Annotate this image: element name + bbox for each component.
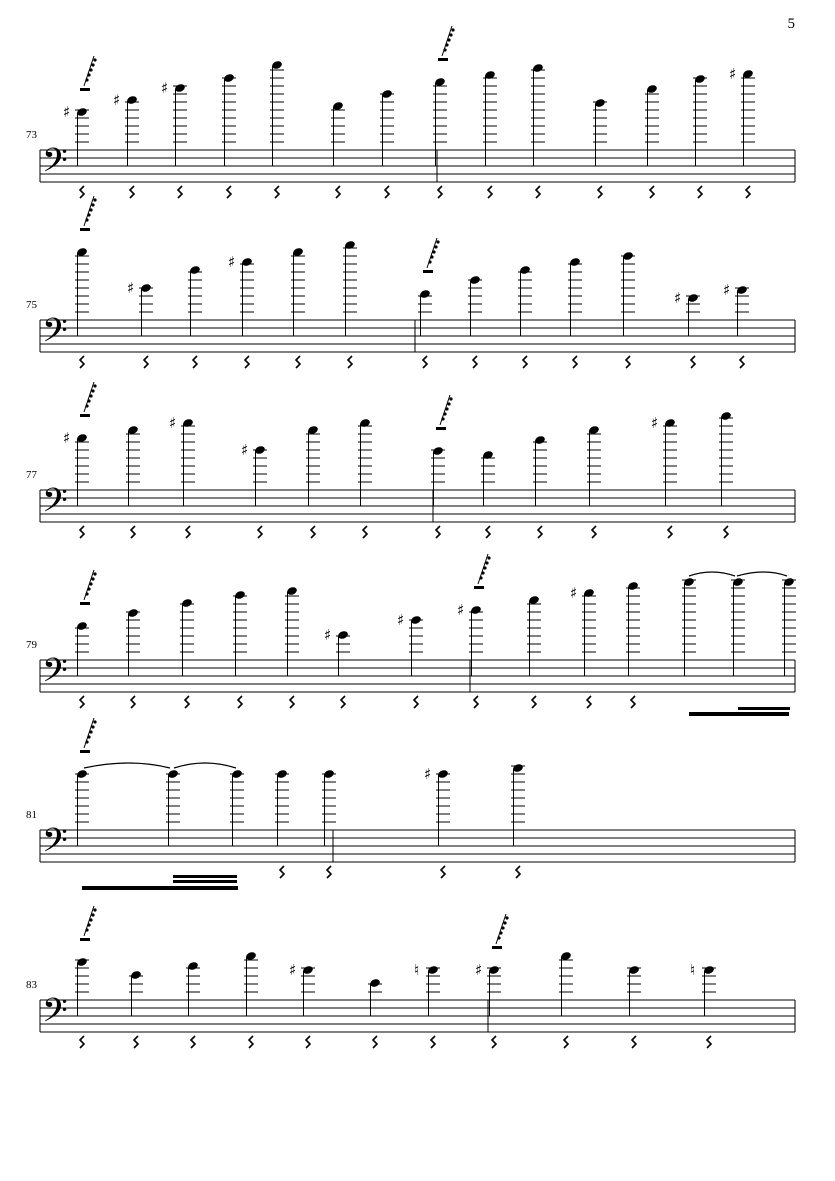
beam	[173, 880, 237, 883]
grace-dot	[89, 394, 92, 397]
bass-clef: 𝄢	[42, 142, 68, 188]
grace-dot	[93, 572, 96, 575]
grace-dot	[91, 913, 94, 916]
grace-beam	[80, 88, 90, 91]
grace-beam	[436, 427, 446, 430]
measure-number: 81	[26, 809, 37, 821]
grace-dot	[87, 73, 90, 76]
quarter-rest	[131, 696, 135, 708]
grace-dot	[85, 218, 88, 221]
quarter-rest	[532, 696, 536, 708]
grace-dot	[89, 582, 92, 585]
grace-slash	[496, 914, 506, 944]
quarter-rest	[385, 186, 389, 198]
sharp-sign: ♯	[324, 626, 332, 644]
grace-dot	[479, 576, 482, 579]
quarter-rest	[258, 526, 262, 538]
grace-beam	[80, 938, 90, 941]
grace-dot	[85, 592, 88, 595]
sharp-sign: ♯	[475, 961, 483, 979]
quarter-rest	[564, 1036, 568, 1048]
grace-dot	[428, 260, 431, 263]
grace-beam	[474, 586, 484, 589]
grace-dot	[499, 931, 502, 934]
tie	[174, 763, 236, 768]
quarter-rest	[249, 1036, 253, 1048]
sharp-sign: ♯	[424, 765, 432, 783]
bass-clef: 𝄢	[42, 652, 68, 698]
quarter-rest	[707, 1036, 711, 1048]
grace-beam	[80, 228, 90, 231]
grace-dot	[443, 48, 446, 51]
grace-slash	[84, 56, 94, 86]
quarter-rest	[363, 526, 367, 538]
grace-dot	[430, 255, 433, 258]
sharp-sign: ♯	[674, 289, 682, 307]
quarter-rest	[134, 1036, 138, 1048]
grace-dot	[505, 916, 508, 919]
grace-dot	[497, 936, 500, 939]
quarter-rest	[626, 356, 630, 368]
grace-slash	[84, 570, 94, 600]
quarter-rest	[80, 186, 84, 198]
grace-dot	[93, 198, 96, 201]
grace-dot	[449, 33, 452, 36]
grace-beam	[80, 750, 90, 753]
grace-dot	[93, 58, 96, 61]
sharp-sign: ♯	[457, 601, 465, 619]
quarter-rest	[523, 356, 527, 368]
grace-slash	[84, 382, 94, 412]
grace-dot	[93, 720, 96, 723]
grace-slash	[478, 554, 488, 584]
grace-beam	[423, 270, 433, 273]
quarter-rest	[185, 696, 189, 708]
bass-clef: 𝄢	[42, 482, 68, 528]
measure-number: 75	[26, 299, 37, 311]
grace-dot	[434, 245, 437, 248]
grace-dot	[87, 587, 90, 590]
quarter-rest	[341, 696, 345, 708]
beam	[82, 886, 238, 890]
measure-number: 77	[26, 469, 37, 481]
quarter-rest	[740, 356, 744, 368]
quarter-rest	[438, 186, 442, 198]
quarter-rest	[473, 356, 477, 368]
quarter-rest	[632, 1036, 636, 1048]
tie	[84, 763, 170, 768]
quarter-rest	[327, 866, 331, 878]
quarter-rest	[592, 526, 596, 538]
quarter-rest	[80, 356, 84, 368]
quarter-rest	[238, 696, 242, 708]
quarter-rest	[178, 186, 182, 198]
quarter-rest	[441, 866, 445, 878]
grace-dot	[481, 571, 484, 574]
quarter-rest	[290, 696, 294, 708]
sharp-sign: ♯	[729, 65, 737, 83]
grace-dot	[85, 78, 88, 81]
grace-dot	[443, 412, 446, 415]
grace-slash	[84, 906, 94, 936]
bass-clef: 𝄢	[42, 312, 68, 358]
quarter-rest	[486, 526, 490, 538]
quarter-rest	[80, 526, 84, 538]
quarter-rest	[80, 1036, 84, 1048]
grace-dot	[503, 921, 506, 924]
bass-clef: 𝄢	[42, 822, 68, 868]
measure-number: 79	[26, 639, 37, 651]
grace-dot	[449, 397, 452, 400]
grace-dot	[87, 735, 90, 738]
grace-dot	[91, 577, 94, 580]
grace-dot	[85, 928, 88, 931]
quarter-rest	[431, 1036, 435, 1048]
beam	[689, 712, 789, 716]
quarter-rest	[698, 186, 702, 198]
grace-slash	[442, 26, 452, 56]
natural-sign: ♮	[414, 961, 420, 979]
quarter-rest	[516, 866, 520, 878]
grace-dot	[483, 566, 486, 569]
quarter-rest	[275, 186, 279, 198]
sharp-sign: ♯	[63, 103, 71, 121]
sharp-sign: ♯	[397, 611, 405, 629]
quarter-rest	[631, 696, 635, 708]
grace-beam	[438, 58, 448, 61]
grace-beam	[80, 602, 90, 605]
quarter-rest	[191, 1036, 195, 1048]
quarter-rest	[650, 186, 654, 198]
sharp-sign: ♯	[723, 281, 731, 299]
sharp-sign: ♯	[241, 441, 249, 459]
grace-dot	[451, 28, 454, 31]
quarter-rest	[724, 526, 728, 538]
sharp-sign: ♯	[289, 961, 297, 979]
grace-dot	[501, 926, 504, 929]
grace-dot	[85, 404, 88, 407]
quarter-rest	[373, 1036, 377, 1048]
grace-dot	[87, 399, 90, 402]
quarter-rest	[414, 696, 418, 708]
grace-slash	[427, 238, 437, 268]
grace-dot	[91, 203, 94, 206]
quarter-rest	[598, 186, 602, 198]
grace-dot	[445, 407, 448, 410]
grace-dot	[85, 740, 88, 743]
sharp-sign: ♯	[228, 253, 236, 271]
quarter-rest	[436, 526, 440, 538]
measure-number: 73	[26, 129, 37, 141]
quarter-rest	[245, 356, 249, 368]
quarter-rest	[573, 356, 577, 368]
beam	[738, 707, 790, 710]
grace-beam	[80, 414, 90, 417]
quarter-rest	[131, 526, 135, 538]
grace-beam	[492, 946, 502, 949]
quarter-rest	[336, 186, 340, 198]
quarter-rest	[193, 356, 197, 368]
quarter-rest	[587, 696, 591, 708]
sharp-sign: ♯	[570, 584, 578, 602]
grace-dot	[436, 240, 439, 243]
beam	[173, 875, 237, 878]
grace-slash	[84, 196, 94, 226]
quarter-rest	[492, 1036, 496, 1048]
quarter-rest	[474, 696, 478, 708]
grace-dot	[487, 556, 490, 559]
sharp-sign: ♯	[161, 79, 169, 97]
quarter-rest	[488, 186, 492, 198]
grace-dot	[441, 417, 444, 420]
grace-dot	[447, 38, 450, 41]
quarter-rest	[144, 356, 148, 368]
sharp-sign: ♯	[169, 414, 177, 432]
grace-dot	[91, 63, 94, 66]
page-number: 5	[787, 16, 795, 32]
grace-dot	[87, 923, 90, 926]
natural-sign: ♮	[690, 961, 696, 979]
quarter-rest	[423, 356, 427, 368]
quarter-rest	[80, 696, 84, 708]
quarter-rest	[668, 526, 672, 538]
grace-dot	[91, 389, 94, 392]
grace-dot	[89, 730, 92, 733]
quarter-rest	[306, 1036, 310, 1048]
grace-dot	[89, 208, 92, 211]
sharp-sign: ♯	[63, 429, 71, 447]
grace-dot	[87, 213, 90, 216]
sharp-sign: ♯	[113, 91, 121, 109]
grace-dot	[93, 908, 96, 911]
measure-number: 83	[26, 979, 37, 991]
quarter-rest	[296, 356, 300, 368]
quarter-rest	[691, 356, 695, 368]
grace-dot	[485, 561, 488, 564]
grace-slash	[84, 718, 94, 748]
grace-dot	[89, 68, 92, 71]
bass-clef: 𝄢	[42, 992, 68, 1038]
grace-dot	[447, 402, 450, 405]
grace-dot	[432, 250, 435, 253]
tie	[689, 572, 735, 576]
tie	[737, 572, 787, 576]
grace-dot	[445, 43, 448, 46]
quarter-rest	[746, 186, 750, 198]
quarter-rest	[348, 356, 352, 368]
sharp-sign: ♯	[651, 414, 659, 432]
quarter-rest	[311, 526, 315, 538]
quarter-rest	[130, 186, 134, 198]
grace-dot	[89, 918, 92, 921]
grace-slash	[440, 395, 450, 425]
sharp-sign: ♯	[127, 279, 135, 297]
quarter-rest	[186, 526, 190, 538]
grace-dot	[93, 384, 96, 387]
grace-dot	[91, 725, 94, 728]
quarter-rest	[538, 526, 542, 538]
quarter-rest	[536, 186, 540, 198]
quarter-rest	[280, 866, 284, 878]
quarter-rest	[227, 186, 231, 198]
